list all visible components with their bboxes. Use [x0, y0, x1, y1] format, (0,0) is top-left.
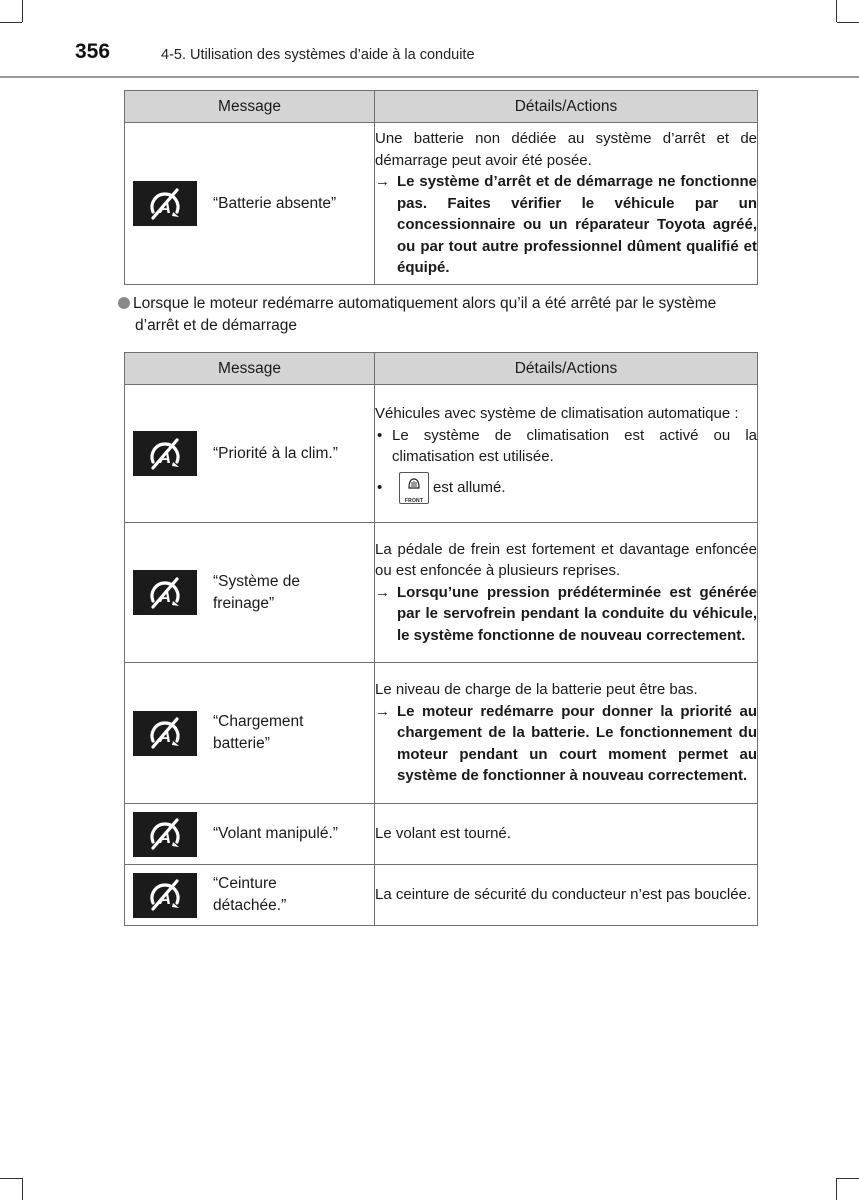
action-item — [375, 582, 757, 647]
column-header-details: Détails/Actions — [375, 353, 758, 385]
table-row — [125, 663, 758, 804]
action-text: Le système d’arrêt et de démarrage ne fonctionne pas. Faites vérifier le véhicule par un concessionnaire ou un réparateur Toyota agréé, ou par tout autre professionnel dûment qualifié et équipé. — [397, 173, 757, 277]
details-cell — [375, 123, 758, 285]
svg-text:A: A — [158, 889, 172, 908]
bullet-text: est allumé. — [433, 479, 506, 496]
bullet-text: Le système de climatisation est activé ou la climatisation est utilisée. — [392, 426, 757, 466]
svg-text:A: A — [158, 727, 172, 746]
message-label: “Batterie absente” — [213, 194, 337, 212]
message-label — [213, 711, 303, 755]
stop-start-cancel-icon — [133, 711, 197, 756]
action-text: Le moteur redémarre pour donner la priorité au chargement de la batterie. Le fonctionnement du moteur pendant un court moment permet au système de fonctionner à nouveau correctement. — [397, 702, 757, 785]
front-icon-label: FRONT — [404, 497, 424, 504]
stop-start-cancel-icon — [133, 812, 197, 857]
details-cell — [375, 804, 758, 865]
table-row — [125, 804, 758, 865]
crop-mark — [837, 1178, 859, 1179]
details-cell — [375, 385, 758, 523]
table-header-row — [125, 91, 758, 123]
bullet-icon: • — [377, 479, 383, 496]
message-label-line: “Système de — [213, 572, 301, 590]
crop-mark — [22, 0, 23, 22]
section-title: 4-5. Utilisation des systèmes d’aide à la conduite — [161, 47, 475, 63]
condition-paragraph — [118, 293, 758, 337]
stop-start-cancel-icon — [133, 181, 197, 226]
arrow-icon: → — [375, 702, 390, 720]
details-cell — [375, 865, 758, 926]
detail-text: Une batterie non dédiée au système d’arrêt et de démarrage peut avoir été posée. — [375, 130, 757, 169]
bullet-dot-icon — [118, 297, 130, 309]
svg-text:A: A — [158, 828, 172, 847]
message-cell — [125, 385, 375, 523]
table-header-row — [125, 353, 758, 385]
stop-start-cancel-icon — [133, 431, 197, 476]
svg-text:A: A — [158, 447, 172, 467]
message-cell — [125, 804, 375, 865]
stop-start-cancel-icon — [133, 570, 197, 615]
message-label-line: batterie” — [213, 735, 270, 752]
crop-mark — [836, 1178, 837, 1200]
detail-text: Le volant est tourné. — [375, 825, 511, 843]
front-defroster-icon — [399, 472, 429, 504]
message-cell — [125, 865, 375, 926]
arrow-icon: → — [375, 173, 390, 191]
page-number: 356 — [75, 40, 111, 63]
message-table-restart — [124, 352, 758, 926]
message-cell — [125, 663, 375, 804]
message-cell — [125, 123, 375, 285]
details-cell — [375, 523, 758, 663]
message-label — [213, 571, 300, 615]
message-cell — [125, 523, 375, 663]
action-item — [375, 701, 757, 787]
condition-line-2: d’arrêt et de démarrage — [135, 317, 297, 334]
list-item — [375, 425, 757, 468]
detail-text: Véhicules avec système de climatisation automatique : — [375, 405, 739, 423]
table-row — [125, 123, 758, 285]
detail-text: Le niveau de charge de la batterie peut être bas. — [375, 681, 698, 699]
column-header-message: Message — [125, 353, 375, 385]
table-row — [125, 523, 758, 663]
column-header-details: Détails/Actions — [375, 91, 758, 123]
stop-start-cancel-icon — [133, 873, 197, 918]
svg-text:A: A — [158, 197, 172, 217]
crop-mark — [837, 22, 859, 23]
column-header-message: Message — [125, 91, 375, 123]
message-table-battery — [124, 90, 758, 285]
crop-mark — [22, 1178, 23, 1200]
crop-mark — [836, 0, 837, 22]
message-label-line: “Ceinture — [213, 875, 277, 892]
details-cell — [375, 663, 758, 804]
action-item — [375, 171, 757, 279]
crop-mark — [0, 1178, 22, 1179]
table-row — [125, 385, 758, 523]
message-label-line: “Chargement — [213, 713, 304, 730]
action-text: Lorsqu’une pression prédéterminée est générée par le servofrein pendant la conduite du véhicule, le système fonctionne de nouveau correctement. — [397, 583, 757, 644]
condition-line-1: Lorsque le moteur redémarre automatiquement alors qu’il a été arrêté par le système — [133, 295, 717, 312]
arrow-icon: → — [375, 583, 390, 601]
list-item — [375, 472, 757, 504]
message-label-line: freinage” — [213, 594, 275, 612]
bullet-icon: • — [377, 426, 383, 444]
page-header — [0, 40, 859, 78]
message-label: “Priorité à la clim.” — [213, 444, 338, 462]
message-label-line: détachée.” — [213, 897, 287, 914]
message-label — [213, 873, 286, 917]
detail-text: La ceinture de sécurité du conducteur n’est pas bouclée. — [375, 886, 752, 904]
crop-mark — [0, 22, 22, 23]
svg-text:A: A — [158, 586, 172, 606]
detail-text: La pédale de frein est fortement et davantage enfoncée ou est enfoncée à plusieurs reprises. — [375, 540, 757, 580]
message-label: “Volant manipulé.” — [213, 825, 338, 842]
table-row — [125, 865, 758, 926]
